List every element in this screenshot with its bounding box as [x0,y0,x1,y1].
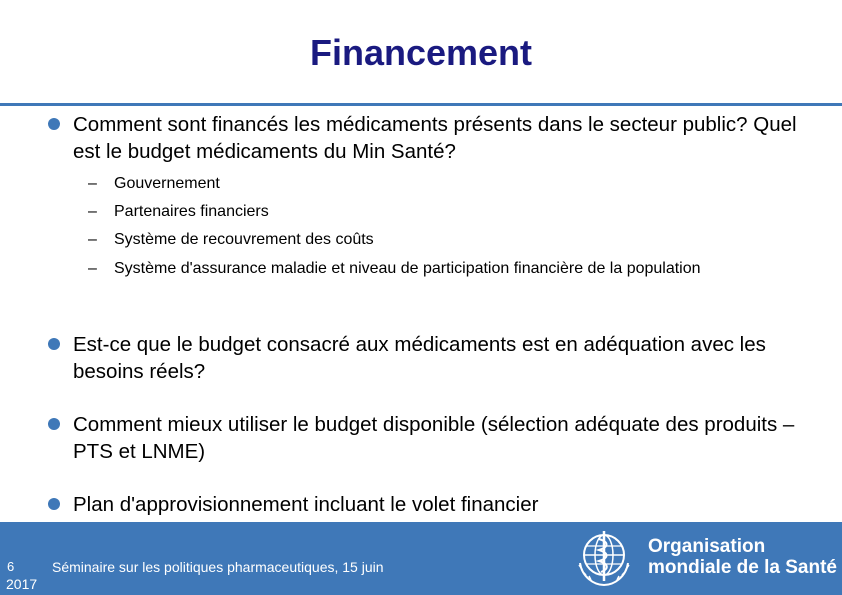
bullet-text: Comment mieux utiliser le budget disponible (sélection adéquate des produits – PTS et LNME) [73,413,795,463]
who-emblem-icon [572,527,636,591]
sub-bullet-item [88,258,768,279]
footer-bar [0,522,842,595]
slide-title: Financement [309,32,533,73]
sub-bullet-item [88,173,788,194]
bullet-item [48,491,818,518]
sub-bullet-item [88,229,788,250]
dash-icon: – [88,260,97,277]
bullet-text: Est-ce que le budget consacré aux médicaments est en adéquation avec les besoins réels? [73,333,766,383]
bullet-dot-icon [48,118,60,130]
dash-icon: – [88,175,97,192]
who-organization-name [648,536,837,578]
footer-caption: Séminaire sur les politiques pharmaceutiques, 15 juin [52,559,384,575]
sub-bullet-text: Système de recouvrement des coûts [114,231,374,248]
bullet-dot-icon [48,498,60,510]
dash-icon: – [88,231,97,248]
bullet-dot-icon [48,418,60,430]
bullet-item [48,111,818,165]
org-name-line2: mondiale de la Santé [648,557,837,578]
sub-bullet-text: Système d'assurance maladie et niveau de participation financière de la population [114,260,701,277]
sub-bullet-text: Partenaires financiers [114,203,269,220]
bullet-item [48,331,818,385]
bullet-text: Comment sont financés les médicaments présents dans le secteur public? Quel est le budget médicaments du Min Santé? [73,113,797,163]
footer-year: 2017 [6,576,38,592]
sub-bullet-text: Gouvernement [114,175,220,192]
title-divider [0,103,842,106]
slide-number: 6 [7,559,15,574]
sub-bullet-item [88,201,788,222]
bullet-dot-icon [48,338,60,350]
bullet-text: Plan d'approvisionnement incluant le volet financier [73,493,539,516]
bullet-item [48,411,818,465]
dash-icon: – [88,203,97,220]
org-name-line1: Organisation [648,536,766,557]
